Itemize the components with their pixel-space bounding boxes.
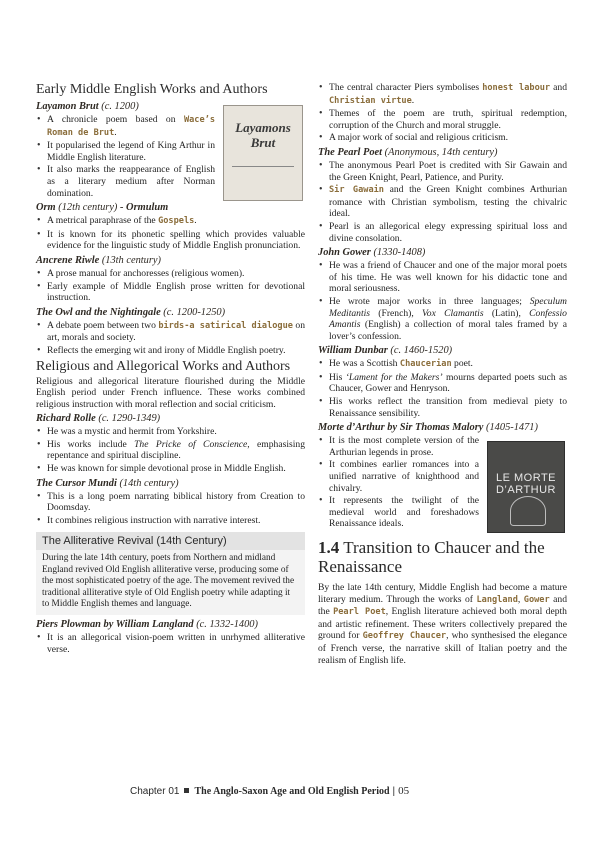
page-number: 05 [398, 785, 410, 797]
morte-block [318, 421, 567, 530]
footer-title: The Anglo-Saxon Age and Old English Period [194, 786, 390, 797]
cursor-list [36, 491, 305, 527]
right-column [318, 82, 567, 668]
list-item: • He was a Scottish Chaucerian poet. [318, 358, 567, 371]
list-item: • A chronicle poem based on Wace’s Roman de Brut. [36, 114, 215, 139]
list-item: • This is a long poem narrating biblical history from Creation to Doomsday. [36, 491, 305, 514]
orm-list [36, 215, 305, 252]
list-item: • Reflects the emerging wit and irony of Middle English poetry. [36, 345, 305, 357]
cursor-heading: The Cursor Mundi (14th century) [36, 477, 179, 489]
le-morte-darthur-book-image: LE MORTE D’ARTHUR [487, 441, 565, 533]
owl-heading: The Owl and the Nightingale (c. 1200-1250) [36, 306, 226, 318]
layamon-brut-book-image: Layamons Brut [223, 105, 303, 201]
list-item: • He was a mystic and hermit from Yorkshire. [36, 426, 305, 438]
list-item: • It combines earlier romances into a unified narrative of knighthood and chivalry. [318, 459, 479, 494]
piers-heading: Piers Plowman by William Langland (c. 1332-1400) [36, 618, 258, 630]
list-item: • A metrical paraphrase of the Gospels. [36, 215, 305, 228]
rolle-heading: Richard Rolle (c. 1290-1349) [36, 413, 161, 425]
alliterative-revival-box-heading: The Alliterative Revival (14th Century) [36, 532, 305, 550]
list-item: • A major work of social and religious criticism. [318, 132, 567, 144]
list-item: • His works include The Pricke of Conscience, emphasising repentance and spiritual discipline. [36, 439, 305, 462]
footer-chapter: Chapter 01 [130, 786, 180, 797]
list-item: • He was known for simple devotional prose in Middle English. [36, 463, 305, 475]
morte-heading: Morte d’Arthur by Sir Thomas Malory (1405-1471) [318, 422, 538, 434]
list-item: • Pearl is an allegorical elegy expressing spiritual loss and divine consolation. [318, 221, 567, 244]
list-item: • It combines religious instruction with narrative interest. [36, 515, 305, 527]
rolle-list [36, 426, 305, 474]
section-1-4-heading: 1.4 Transition to Chaucer and the Renaissance [318, 538, 545, 576]
page-footer: Chapter 01 The Anglo-Saxon Age and Old English Period | 05 [130, 785, 410, 797]
orm-heading: Orm (12th century) - Ormulum [36, 202, 169, 214]
section-title-religious-allegorical: Religious and Allegorical Works and Authors [36, 358, 291, 374]
list-item: • Sir Gawain and the Green Knight combines Arthurian romance with Christian symbolism, testing the chivalric ideal. [318, 184, 567, 220]
list-item: • It is the most complete version of the Arthurian legends in prose. [318, 435, 479, 458]
layamon-heading: Layamon Brut (c. 1200) [36, 101, 139, 112]
list-item: • It popularised the legend of King Arthur in Middle English literature. [36, 140, 215, 163]
ancrene-list [36, 268, 305, 304]
ancrene-heading: Ancrene Riwle (13th century) [36, 254, 161, 266]
list-item: • A debate poem between two birds-a satirical dialogue on art, morals and society. [36, 320, 305, 344]
list-item: • It also marks the reappearance of English as a literary medium after Norman domination. [36, 164, 215, 199]
section-title-early-middle-english: Early Middle English Works and Authors [36, 82, 268, 97]
list-item: • A prose manual for anchoresses (religious women). [36, 268, 305, 280]
piers-continued-list [318, 82, 567, 144]
piers-list [36, 632, 305, 655]
list-item: • Themes of the poem are truth, spiritual redemption, corruption of the Church and moral struggle. [318, 108, 567, 131]
list-item: • He was a friend of Chaucer and one of the major moral poets of his time. He was well known for his didactic tone and moral seriousness. [318, 260, 567, 295]
pearl-list [318, 160, 567, 244]
pearl-heading: The Pearl Poet (Anonymous, 14th century) [318, 146, 498, 158]
list-item: • Early example of Middle English prose written for devotional instruction. [36, 281, 305, 304]
list-item: • His ‘Lament for the Makers’ mourns departed poets such as Chaucer, Gower and Henryson. [318, 372, 567, 395]
gower-list [318, 260, 567, 342]
dunbar-list [318, 358, 567, 419]
list-item: • It is known for its phonetic spelling which provides valuable evidence for the linguistic study of Middle English pronunciation. [36, 229, 305, 252]
list-item: • It is an allegorical vision-poem written in unrhymed alliterative verse. [36, 632, 305, 655]
dunbar-heading: William Dunbar (c. 1460-1520) [318, 345, 453, 357]
layamon-list [36, 114, 215, 199]
list-item: • It represents the twilight of the medieval world and foreshadows Renaissance ideals. [318, 495, 479, 530]
morte-list [318, 435, 479, 530]
left-column [36, 82, 305, 656]
owl-list [36, 320, 305, 357]
alliterative-revival-box-body: During the late 14th century, poets from Northern and midland England revived Old English alliterative verse, producing some of the most sophisticated poetry of the age. The movement revived the traditional alliterative style of Old English poetry while adapting it to Middle English themes and language. [36, 550, 305, 615]
gower-heading: John Gower (1330-1408) [318, 247, 426, 259]
transition-paragraph: By the late 14th century, Middle English had become a mature literary medium. Through the works of Langland, Gower and the Pearl Poet, English literature achieved both moral depth and artistic refinement. These writers collectively prepared the ground for Geoffrey Chaucer, who synthesised the elegance of French verse, the narrative skill of Italian poetry and the realism of English life. [318, 582, 567, 666]
layamon-block [36, 100, 305, 199]
list-item: • He wrote major works in three languages; Speculum Meditantis (French), Vox Clamantis (Latin), Confessio Amantis (English) a collection of moral tales framed by a lover’s confession. [318, 296, 567, 342]
religious-intro-paragraph: Religious and allegorical literature flourished during the Middle English period under French influence. These works combined religious instruction with moral reflection and social criticism. [36, 375, 305, 410]
list-item: • His works reflect the transition from medieval piety to Renaissance sensibility. [318, 396, 567, 419]
list-item: • The central character Piers symbolises honest labour and Christian virtue. [318, 82, 567, 107]
list-item: • The anonymous Pearl Poet is credited with Sir Gawain and the Green Knight, Pearl, Patience, and Purity. [318, 160, 567, 183]
square-bullet-icon [184, 788, 189, 793]
